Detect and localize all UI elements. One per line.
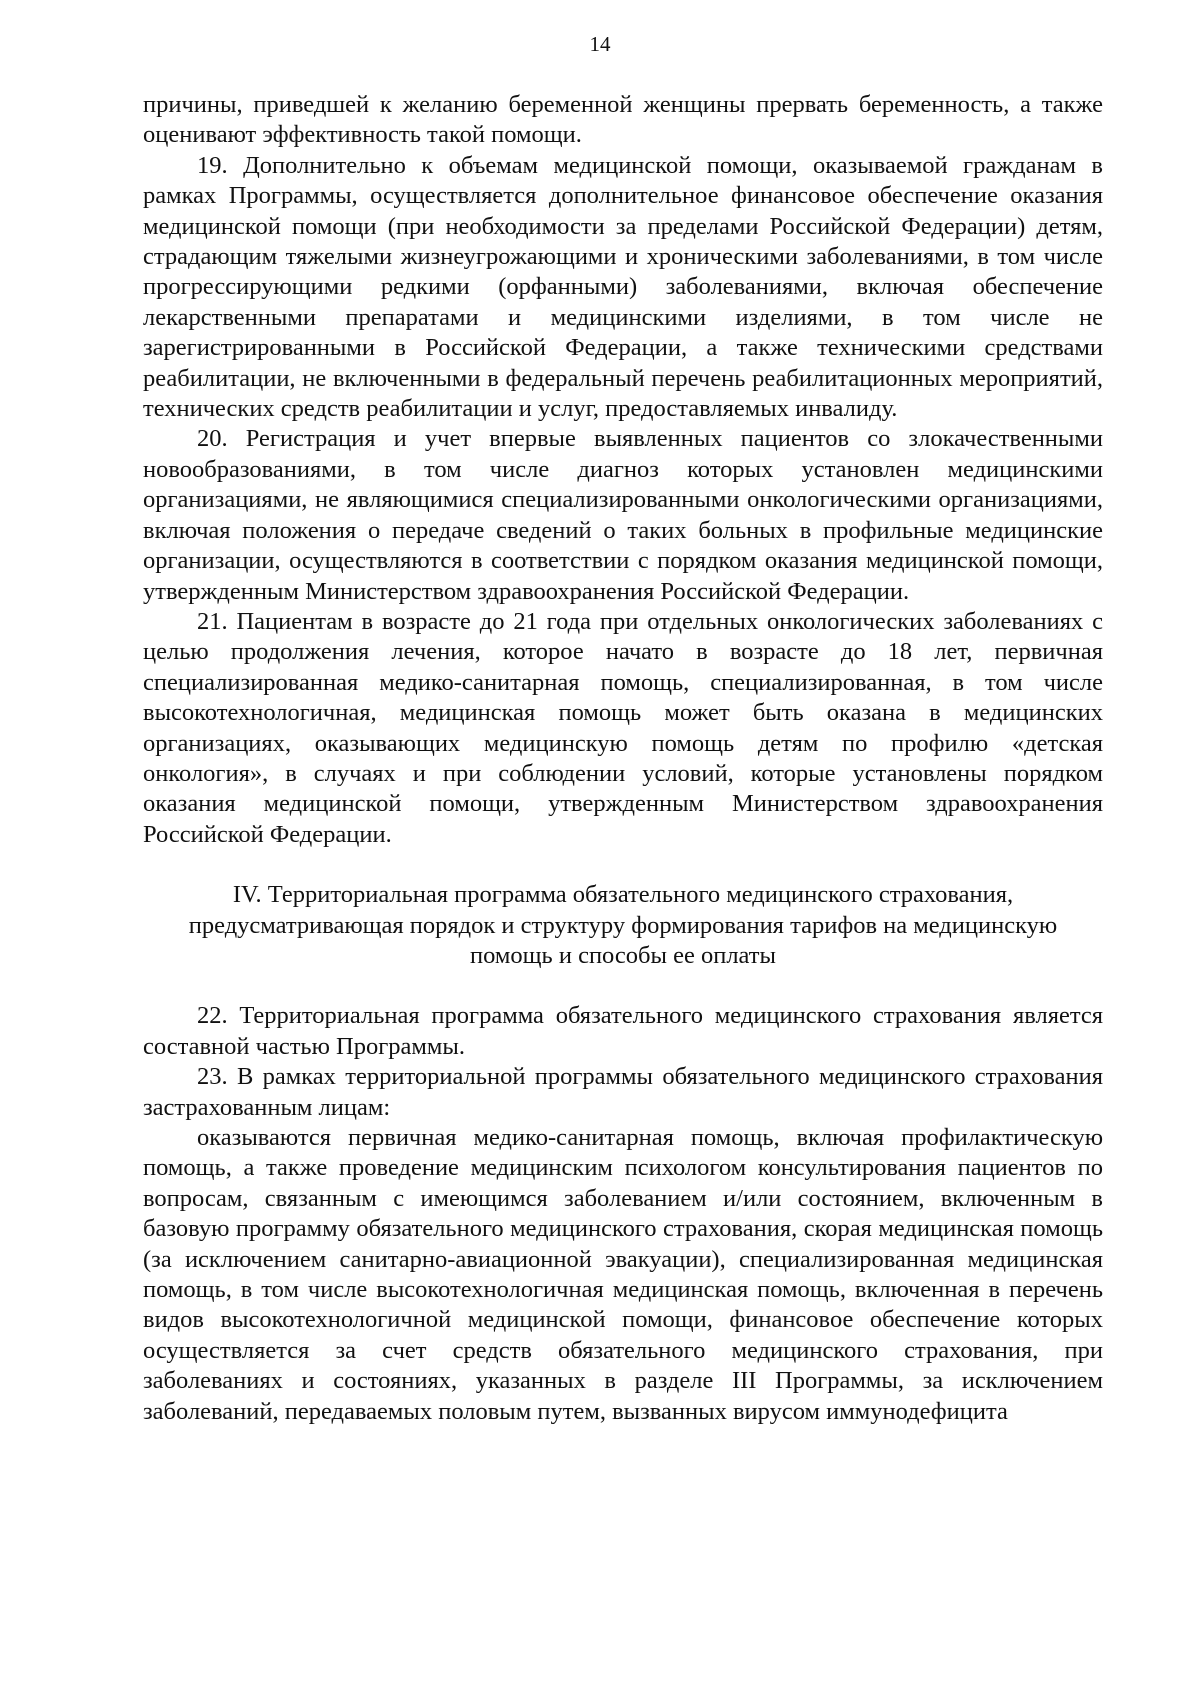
paragraph-continuation: причины, приведшей к желанию беременной женщины прервать беременность, а также оценивают эффективность такой помощи.: [143, 91, 1103, 149]
document-body: [143, 90, 1103, 1427]
section-heading: [143, 880, 1103, 971]
page-number: 14: [589, 32, 611, 56]
section-heading-line-1: IV. Территориальная программа обязательного медицинского страхования,: [232, 881, 1014, 909]
paragraph-19: 19. Дополнительно к объемам медицинской помощи, оказываемой гражданам в рамках Программы, осуществляется дополнительное финансовое обеспечение оказания медицинской помощи (при необходимости за пределами Российской Федерации) детям, страдающим тяжелыми жизнеугрожающими и хроническими заболеваниями, в том числе прогрессирующими редкими (орфанными) заболеваниями, включая обеспечение лекарственными препаратами и медицинскими изделиями, в том числе не зарегистрированными в Российской Федерации, а также техническими средствами реабилитации, не включенными в федеральный перечень реабилитационных мероприятий, технических средств реабилитации и услуг, предоставляемых инвалиду.: [143, 151, 1103, 423]
paragraph-21: 21. Пациентам в возрасте до 21 года при отдельных онкологических заболеваниях с целью продолжения лечения, которое начато в возрасте до 18 лет, первичная специализированная медико-санитарная помощь, специализированная, в том числе высокотехнологичная, медицинская помощь может быть оказана в медицинских организациях, оказывающих медицинскую помощь детям по профилю «детская онкология», в случаях и при соблюдении условий, которые установлены порядком оказания медицинской помощи, утвержденным Министерством здравоохранения Российской Федерации.: [143, 607, 1103, 848]
paragraph-20: 20. Регистрация и учет впервые выявленных пациентов со злокачественными новообразованиями, в том числе диагноз которых установлен медицинскими организациями, не являющимися специализированными онкологическими организациями, включая положения о передаче сведений о таких больных в профильные медицинские организации, осуществляются в соответствии с порядком оказания медицинской помощи, утвержденным Министерством здравоохранения Российской Федерации.: [143, 425, 1103, 605]
section-heading-line-2: предусматривающая порядок и структуру формирования тарифов на медицинскую: [188, 911, 1058, 939]
paragraph-22: 22. Территориальная программа обязательного медицинского страхования является составной частью Программы.: [143, 1002, 1103, 1060]
paragraph-23: 23. В рамках территориальной программы обязательного медицинского страхования застрахованным лицам:: [143, 1063, 1103, 1121]
paragraph-23-list-item: оказываются первичная медико-санитарная помощь, включая профилактическую помощь, а также проведение медицинским психологом консультирования пациентов по вопросам, связанным с имеющимся заболеванием и/или состоянием, включенным в базовую программу обязательного медицинского страхования, скорая медицинская помощь (за исключением санитарно-авиационной эвакуации), специализированная медицинская помощь, в том числе высокотехнологичная медицинская помощь, включенная в перечень видов высокотехнологичной медицинской помощи, финансовое обеспечение которых осуществляется за счет средств обязательного медицинского страхования, при заболеваниях и состояниях, указанных в разделе III Программы, за исключением заболеваний, передаваемых половым путем, вызванных вирусом иммунодефицита: [143, 1124, 1103, 1425]
section-heading-line-3: помощь и способы ее оплаты: [470, 941, 776, 969]
